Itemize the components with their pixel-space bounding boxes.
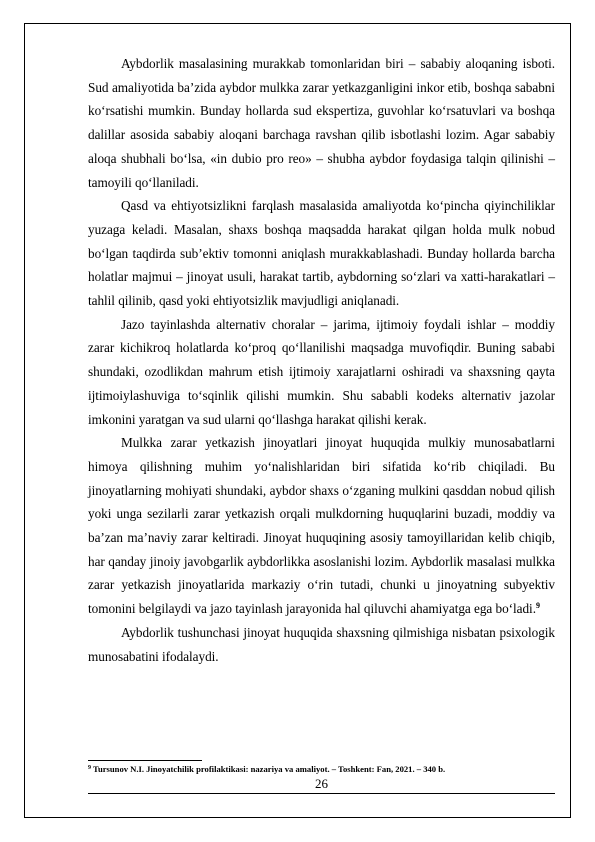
paragraph-property-damage-text: Mulkka zarar yetkazish jinoyatlari jinoyat huquqida mulkiy munosabatlarni himoya qilishning muhim yo‘nalishlaridan biri sifatida ko‘rib chiqiladi. Bu jinoyatlarning mohiyati shundaki, aybdor shaxs o‘zganing mulkini qasddan nobud qilish yoki unga sezilarli zarar yetkazish orqali mulkdorning huquqlarini buzadi, moddiy va ba’zan ma’naviy zarar keltiradi. Jinoyat huquqining asosiy tamoyillaridan kelib chiqib, har qanday jinoiy javobgarlik aybdorlikka asoslanishi lozim. Aybdorlik masalasi mulkka zarar yetkazish jinoyatlarida markaziy o‘rin tutadi, chunki u jinoyatning subyektiv tomonini belgilaydi va jazo tayinlash jarayonida hal qiluvchi ahamiyatga ega bo‘ladi. xyxy=(88,435,555,617)
paragraph-causation: Aybdorlik masalasining murakkab tomonlaridan biri – sababiy aloqaning isboti. Sud amaliyotida ba’zida aybdor mulkka zarar yetkazganligini inkor etib, boshqa sababni ko‘rsatishi mumkin. Bunday hollarda sud ekspertiza, guvohlar ko‘rsatuvlari va boshqa dalillar asosida sababiy aloqani barchaga ravshan qilib isbotlashi lozim. Agar sababiy aloqa shubhali bo‘lsa, «in dubio pro reo» – shubha aybdor foydasiga talqin qilinishi – tamoyili qo‘llaniladi. xyxy=(88,56,555,190)
footnote-text: Tursunov N.I. Jinoyatchilik profilaktikasi: nazariya va amaliyot. – Toshkent: Fan, 2021. – 340 b. xyxy=(93,764,446,774)
footnote xyxy=(88,764,555,775)
footnote-separator xyxy=(88,760,202,761)
paragraph-guilt-concept: Aybdorlik tushunchasi jinoyat huquqida shaxsning qilmishiga nisbatan psixologik munosabatini ifodalaydi. xyxy=(88,624,555,664)
paragraph-intent-negligence: Qasd va ehtiyotsizlikni farqlash masalasida amaliyotda ko‘pincha qiyinchiliklar yuzaga keladi. Masalan, shaxs boshqa maqsadda harakat qilgan holda mulk nobud bo‘lgan taqdirda sub’ektiv tomonni aniqlash murakkablashadi. Bunday hollarda barcha holatlar majmui – jinoyat usuli, harakat tartib, aybdorning so‘zlari va xatti-harakatlari – tahlil qilinib, qasd yoki ehtiyotsizlik mavjudligi aniqlanadi. xyxy=(88,198,555,309)
paragraph-alternative-punishment: Jazo tayinlashda alternativ choralar – jarima, ijtimoiy foydali ishlar – moddiy zarar kichikroq holatlarda ko‘proq qo‘llanilishi maqsadga muvofiqdir. Buning sababi shundaki, ozodlikdan mahrum etish ijtimoiy xarajatlarni oshiradi va shaxsning qayta ijtimoiylashuviga to‘sqinlik qilishi mumkin. Shu sababli kodeks alternativ jazolar imkonini yaratgan va sud ularni qo‘llashga harakat qilishi kerak. xyxy=(88,316,555,427)
footnote-reference: 9 xyxy=(535,601,540,611)
footnote-number: 9 xyxy=(88,765,91,771)
paragraph-property-damage xyxy=(88,431,555,621)
main-text xyxy=(88,52,555,668)
footer-line xyxy=(88,793,555,794)
page-number: 26 xyxy=(315,776,328,791)
